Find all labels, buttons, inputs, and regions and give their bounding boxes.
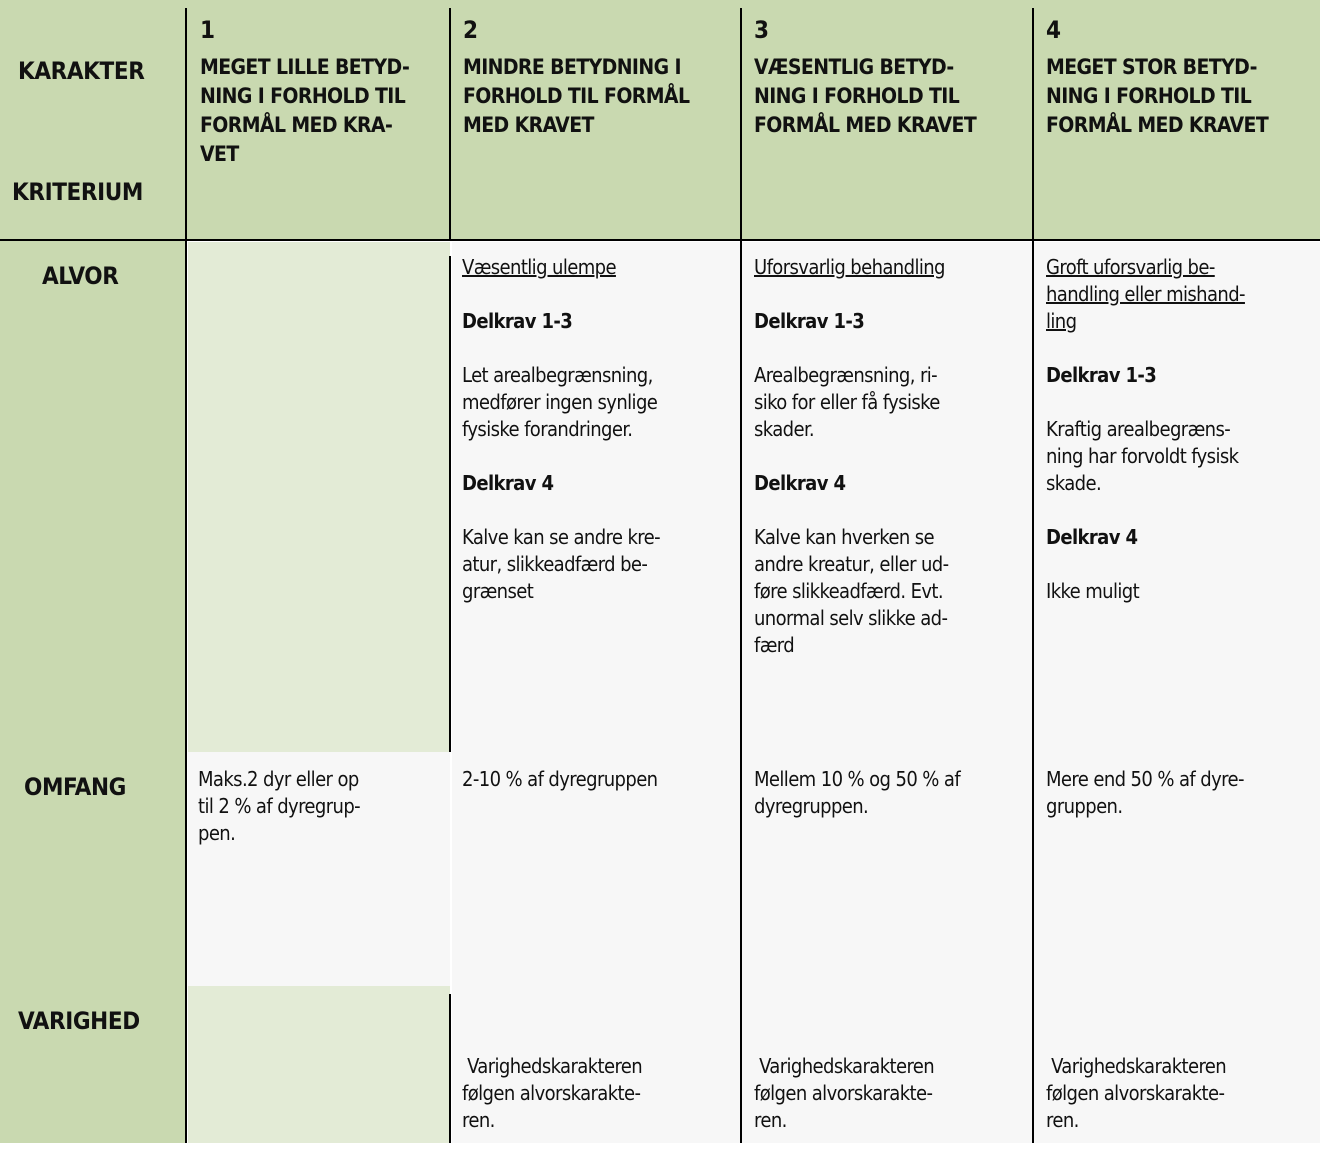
cell-alvor-2-text: Væsentlig ulempe Delkrav 1-3 Let arealbegrænsning, medfører ingen synlige fysiske forandringer. Delkrav 4 Kalve kan se andre kre- atur, slikkeadfærd be- grænset — [462, 254, 732, 605]
row-label-omfang: OMFANG — [24, 773, 126, 801]
alvor-4-title-line-3: ling — [1046, 309, 1077, 333]
divider-1 — [185, 8, 187, 1143]
divider-2 — [449, 8, 451, 240]
cell-omfang-4-text: Mere end 50 % af dyre- gruppen. — [1046, 767, 1244, 818]
divider-2-varighed — [449, 994, 451, 1143]
alvor-4-title-line-1: Groft uforsvarlig be- — [1046, 255, 1215, 279]
alvor-3-delkrav-a: Delkrav 1-3 — [754, 309, 865, 333]
column-2-number: 2 — [463, 16, 479, 44]
alvor-2-delkrav-b: Delkrav 4 — [462, 471, 554, 495]
column-4-number: 4 — [1046, 16, 1062, 44]
alvor-4-title-line-2: handling eller mishand- — [1046, 282, 1245, 306]
cell-alvor-1 — [188, 242, 450, 752]
column-1-heading: MEGET LILLE BETYD- NING I FORHOLD TIL FORMÅL MED KRA- VET — [200, 55, 410, 166]
divider-2-alvor — [449, 256, 451, 752]
kriterium-label: KRITERIUM — [12, 178, 143, 206]
cell-omfang-2-text: 2-10 % af dyregruppen — [462, 767, 658, 791]
cell-omfang-1-text: Maks.2 dyr eller op til 2 % af dyregrup- pen. — [198, 767, 361, 845]
alvor-4-delkrav-b: Delkrav 4 — [1046, 525, 1138, 549]
column-3-number: 3 — [754, 16, 770, 44]
header-bottom-rule — [0, 239, 1320, 241]
cell-varighed-1 — [188, 986, 450, 1143]
cell-alvor-3-text: Uforsvarlig behandling Delkrav 1-3 Arealbegrænsning, ri- siko for eller få fysiske skader. Delkrav 4 Kalve kan hverken se andre kreatur, eller ud- føre slikkeadfærd. Evt. unormal selv slikke ad- færd — [754, 254, 1029, 659]
cell-omfang-3-text: Mellem 10 % og 50 % af dyregruppen. — [754, 767, 961, 818]
alvor-3-delkrav-b: Delkrav 4 — [754, 471, 846, 495]
row-label-varighed: VARIGHED — [18, 1007, 140, 1035]
column-4-heading: MEGET STOR BETYD- NING I FORHOLD TIL FORMÅL MED KRAVET — [1046, 55, 1269, 137]
divider-4 — [1032, 8, 1034, 1143]
karakter-label: KARAKTER — [18, 57, 145, 85]
column-2-heading: MINDRE BETYDNING I FORHOLD TIL FORMÅL MED KRAVET — [463, 55, 690, 137]
column-3-heading: VÆSENTLIG BETYD- NING I FORHOLD TIL FORMÅL MED KRAVET — [754, 55, 977, 137]
divider-3 — [740, 8, 742, 1143]
cell-varighed-3-text: Varighedskarakteren følgen alvorskarakte- ren. — [754, 1054, 935, 1132]
alvor-2-delkrav-a: Delkrav 1-3 — [462, 309, 573, 333]
cell-varighed-4-text: Varighedskarakteren følgen alvorskarakte- ren. — [1046, 1054, 1227, 1132]
alvor-2-title: Væsentlig ulempe — [462, 255, 616, 279]
cell-varighed-2-text: Varighedskarakteren følgen alvorskarakte- ren. — [462, 1054, 643, 1132]
row-label-alvor: ALVOR — [42, 262, 119, 290]
cell-alvor-4-text: Groft uforsvarlig be- handling eller mishand- ling Delkrav 1-3 Kraftig arealbegræns- ning har forvoldt fysisk skade. Delkrav 4 Ikke muligt — [1046, 254, 1316, 605]
alvor-4-delkrav-a: Delkrav 1-3 — [1046, 363, 1157, 387]
column-1-number: 1 — [200, 16, 216, 44]
alvor-3-title: Uforsvarlig behandling — [754, 255, 945, 279]
